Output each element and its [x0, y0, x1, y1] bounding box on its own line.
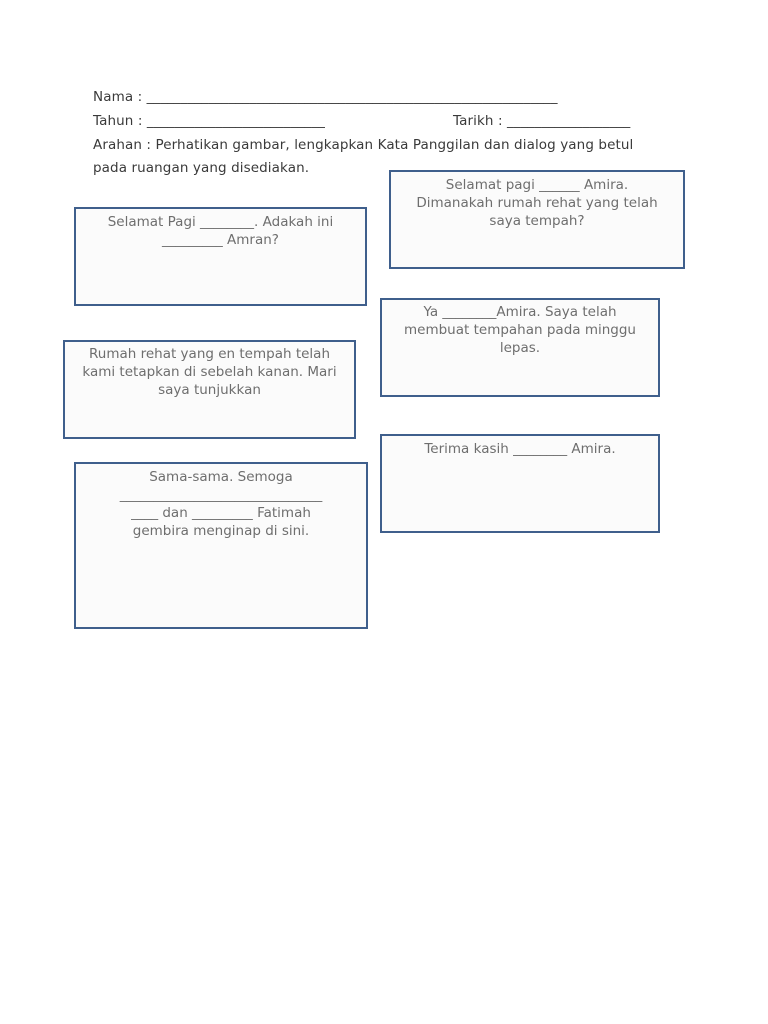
dialog-box-3-line-3: lepas.	[499, 340, 541, 356]
dialog-box-3-line-1: Ya ________Amira. Saya telah	[423, 304, 617, 320]
dialog-box-2-line-2: _________ Amran?	[162, 232, 279, 248]
dialog-box-3-line-2: membuat tempahan pada minggu	[404, 322, 636, 338]
dialog-box-6-line-3: ____ dan _________ Fatimah	[131, 505, 311, 521]
dialog-box-4-line-2: kami tetapkan di sebelah kanan. Mari	[82, 364, 337, 380]
nama-line: Nama : ____________________________________________________________	[93, 89, 558, 105]
dialog-box-6-line-1: Sama-sama. Semoga	[149, 469, 293, 485]
dialog-box-1-line-1: Selamat pagi ______ Amira.	[445, 177, 629, 193]
dialog-box-6-line-2: ______________________________	[119, 487, 323, 503]
dialog-box-5	[380, 434, 660, 533]
tahun-field: Tahun : __________________________	[93, 113, 325, 129]
tarikh-field: Tarikh : __________________	[453, 113, 631, 129]
dialog-box-2-line-1: Selamat Pagi ________. Adakah ini	[107, 214, 334, 230]
dialog-box-1-line-2: Dimanakah rumah rehat yang telah	[416, 195, 658, 211]
dialog-box-6	[74, 462, 368, 629]
dialog-box-6-line-4: gembira menginap di sini.	[132, 523, 310, 539]
dialog-box-4-line-1: Rumah rehat yang en tempah telah	[88, 346, 331, 362]
dialog-box-2	[74, 207, 367, 306]
tahun-tarikh-line	[93, 113, 630, 129]
instruction-line-2: pada ruangan yang disediakan.	[93, 160, 310, 176]
dialog-box-3	[380, 298, 660, 397]
dialog-box-4-line-3: saya tunjukkan	[158, 382, 261, 398]
dialog-box-4	[63, 340, 356, 439]
dialog-box-1	[389, 170, 685, 269]
dialog-box-5-line-1: Terima kasih ________ Amira.	[424, 441, 616, 457]
instruction-line-1: Arahan : Perhatikan gambar, lengkapkan Kata Panggilan dan dialog yang betul	[93, 137, 634, 153]
dialog-box-1-line-3: saya tempah?	[489, 213, 585, 229]
